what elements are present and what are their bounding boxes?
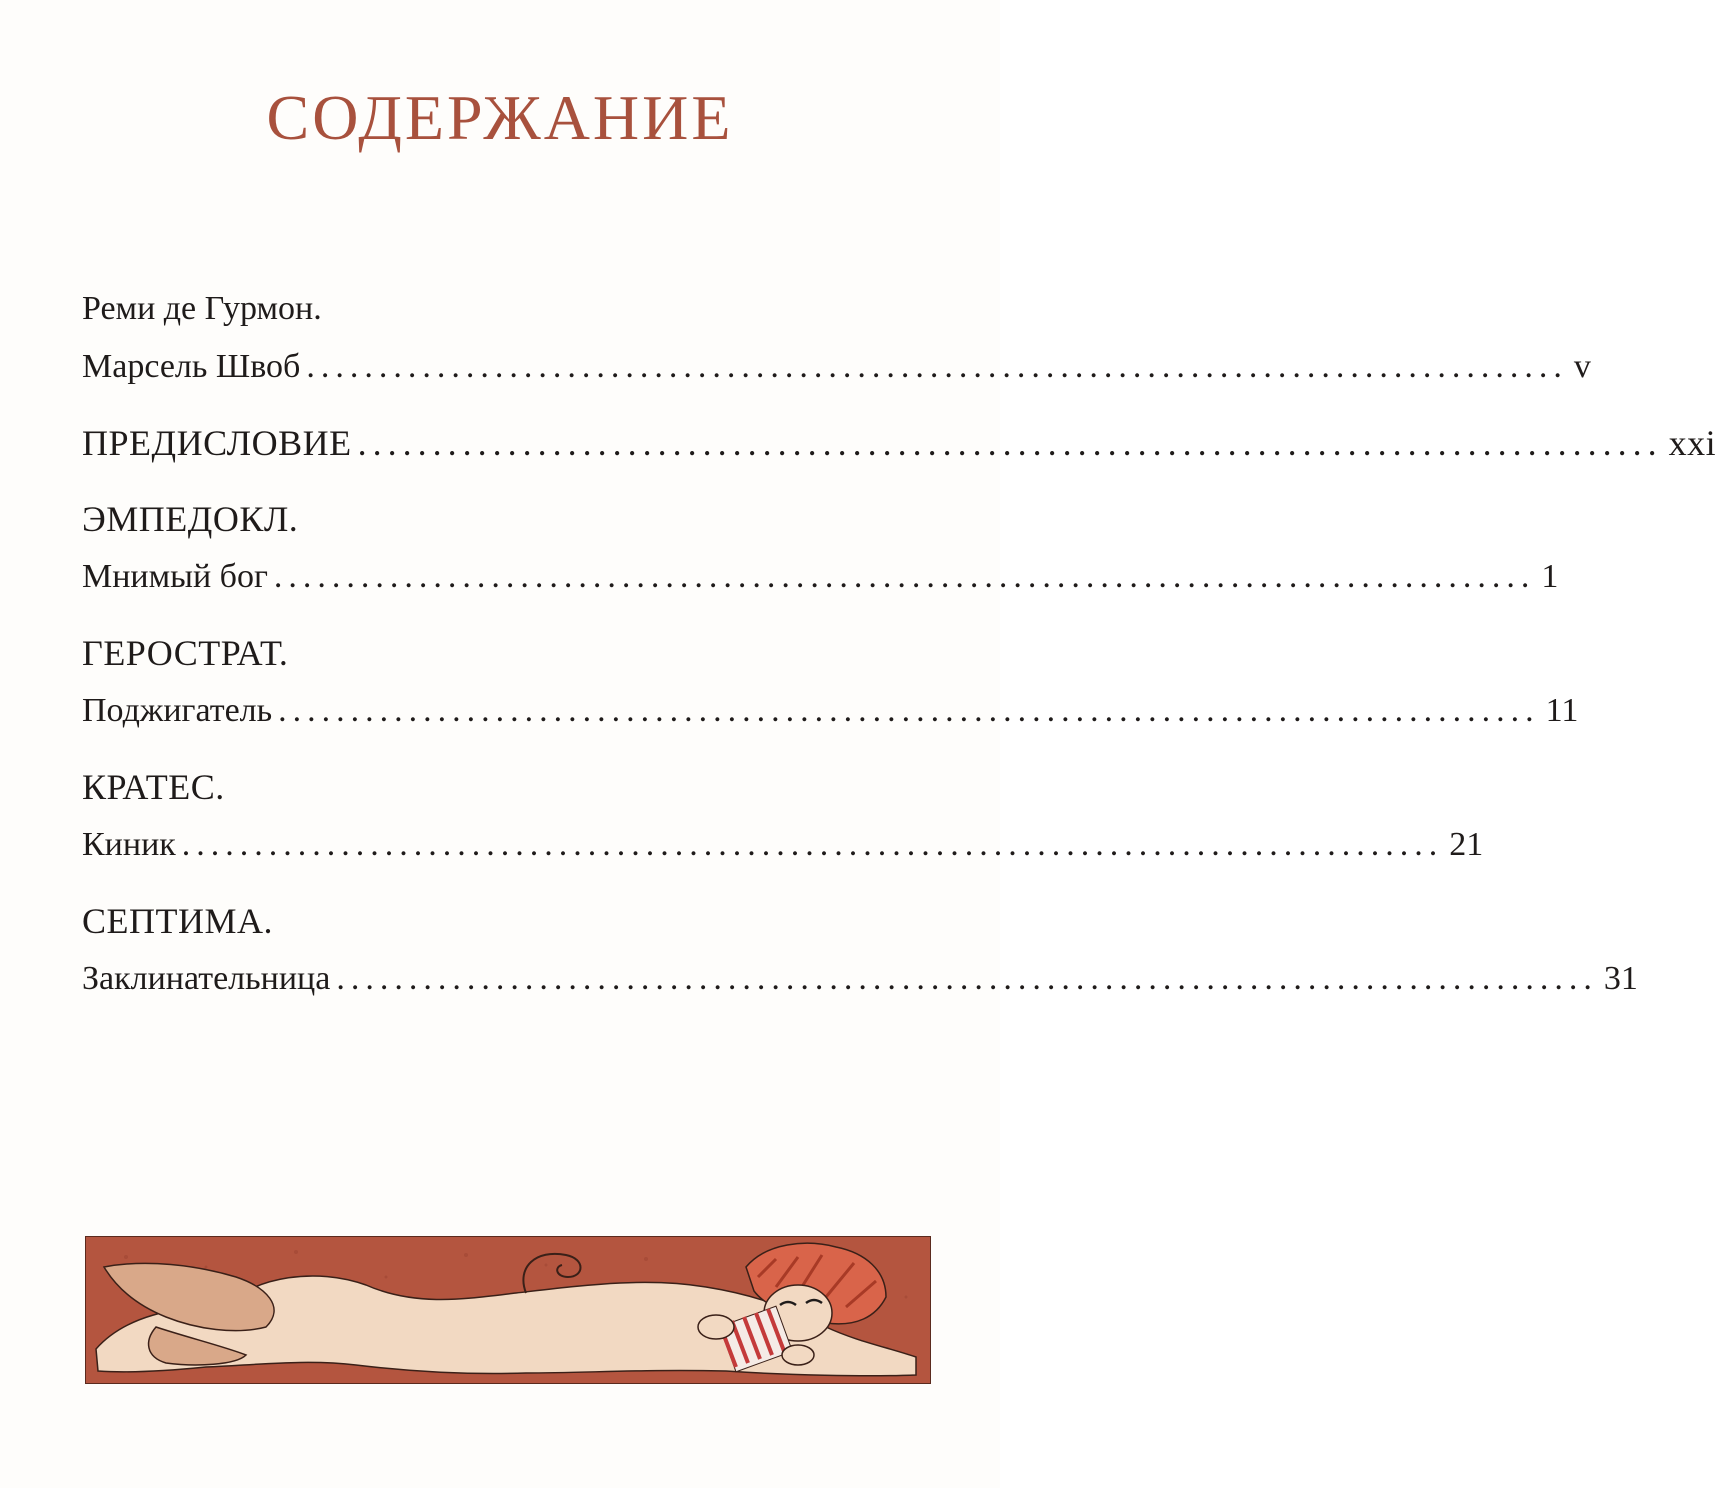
toc-entry-text: Заклинательница: [82, 960, 331, 997]
toc-page-number: 31: [1603, 960, 1638, 997]
leader-dots: .......................................................................................: [306, 348, 1568, 385]
table-of-contents: [82, 280, 1716, 1026]
toc-entry-septima[interactable]: [82, 892, 1638, 1008]
toc-entry-heading: ЭМПЕДОКЛ.: [82, 499, 299, 539]
toc-entry-empedocles[interactable]: [82, 490, 1559, 606]
leader-dots: .......................................................................................: [336, 960, 1598, 997]
toc-page-number: 21: [1449, 826, 1484, 863]
toc-line: [82, 414, 1716, 472]
toc-line: [82, 490, 908, 548]
page-title: СОДЕРЖАНИЕ: [266, 82, 734, 153]
toc-line: [82, 682, 1579, 740]
toc-line: [82, 624, 908, 682]
toc-entry-text: Киник: [82, 826, 176, 863]
toc-line: [82, 950, 1638, 1008]
toc-page-number: v: [1573, 348, 1591, 385]
leader-dots: .......................................................................................: [181, 826, 1444, 863]
toc-line: [82, 280, 908, 338]
toc-entry-heading: СЕПТИМА.: [82, 901, 273, 941]
leader-dots: .......................................................................................: [273, 558, 1536, 595]
toc-line: [82, 338, 1591, 396]
toc-entry-text: Марсель Швоб: [82, 348, 301, 385]
toc-entry-text: Поджигатель: [82, 692, 273, 729]
toc-page-number: 11: [1545, 692, 1579, 729]
toc-line: [82, 758, 908, 816]
toc-entry-text: ПРЕДИСЛОВИЕ: [82, 423, 352, 463]
toc-entry-preface[interactable]: [82, 414, 1716, 472]
leader-dots: .......................................................................................: [357, 423, 1663, 463]
toc-line: [82, 892, 908, 950]
reclining-faun-illustration: [85, 1236, 931, 1384]
toc-entry-heading: ГЕРОСТРАТ.: [82, 633, 289, 673]
toc-line: [82, 816, 1484, 874]
toc-entry-text: Мнимый бог: [82, 558, 268, 595]
toc-line: [82, 548, 1559, 606]
toc-entry-crates[interactable]: [82, 758, 1484, 874]
toc-page-number: xxi: [1668, 423, 1716, 463]
toc-page-number: 1: [1541, 558, 1559, 595]
toc-entry-text: Реми де Гурмон.: [82, 290, 322, 327]
toc-entry-heading: КРАТЕС.: [82, 767, 225, 807]
toc-entry-gourmont[interactable]: [82, 280, 1591, 396]
leader-dots: .......................................................................................: [278, 692, 1540, 729]
toc-entry-herostratus[interactable]: [82, 624, 1579, 740]
